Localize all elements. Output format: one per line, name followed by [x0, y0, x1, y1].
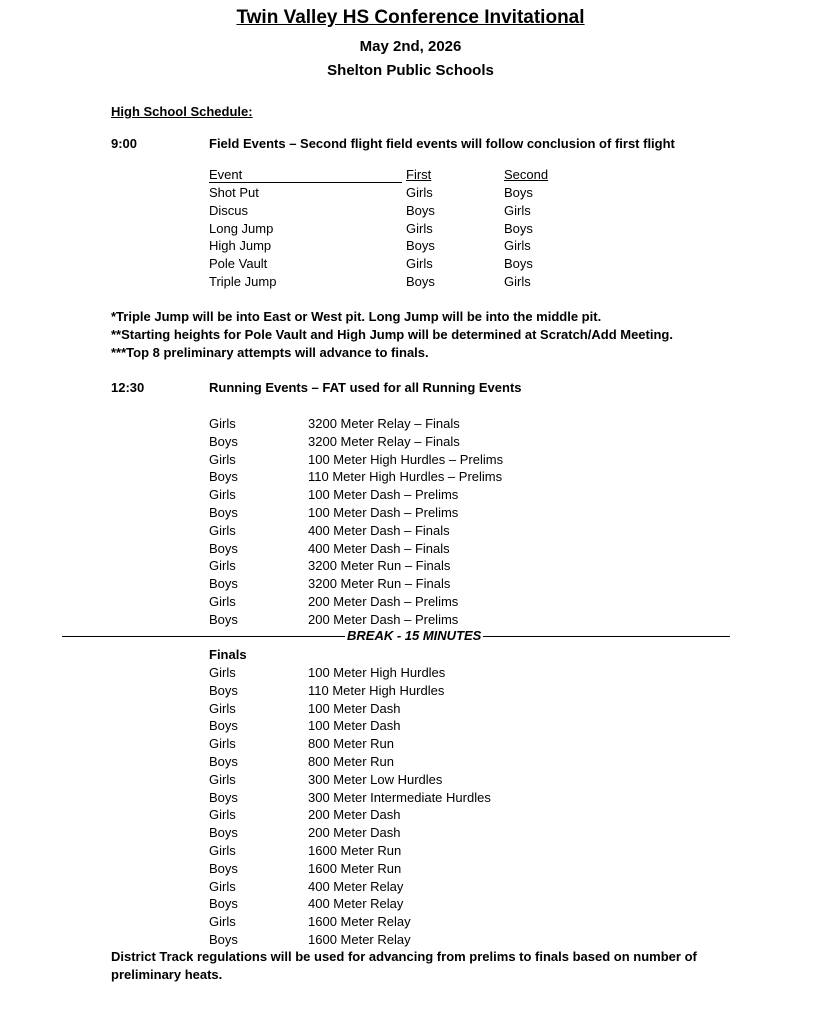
gender-label: Boys	[209, 896, 238, 912]
note-top-8: ***Top 8 preliminary attempts will advance to finals.	[111, 345, 429, 360]
table-row	[0, 220, 821, 238]
list-item	[0, 664, 821, 682]
race-name: 3200 Meter Relay – Finals	[308, 433, 460, 449]
gender-label: Boys	[209, 469, 238, 485]
list-item	[0, 860, 821, 878]
race-name: 100 Meter Dash – Prelims	[308, 487, 459, 503]
footer-note-line-1: District Track regulations will be used for advancing from prelims to finals based on number of	[111, 949, 697, 964]
list-item	[0, 468, 821, 486]
gender-label: Girls	[209, 451, 236, 467]
list-item	[0, 486, 821, 504]
header-underline	[209, 182, 402, 183]
footer-note-line-2: preliminary heats.	[111, 967, 223, 982]
gender-label: Girls	[209, 416, 236, 431]
first-flight: Girls	[406, 185, 433, 200]
table-row	[0, 202, 821, 220]
race-name: 800 Meter Run	[308, 754, 394, 769]
list-item	[0, 717, 821, 735]
gender-label: Boys	[209, 825, 238, 841]
gender-label: Girls	[209, 878, 236, 894]
race-name: 100 Meter High Hurdles	[308, 665, 446, 680]
list-item	[0, 878, 821, 896]
column-header-second: Second	[504, 167, 549, 182]
divider-line-left	[62, 636, 345, 637]
first-flight: Girls	[406, 220, 433, 236]
race-name: 300 Meter Low Hurdles	[308, 771, 443, 787]
list-item	[0, 433, 821, 451]
race-name: 400 Meter Dash – Finals	[308, 522, 450, 538]
first-flight: Girls	[406, 256, 433, 272]
list-item	[0, 842, 821, 860]
list-item	[0, 824, 821, 842]
first-flight: Boys	[406, 238, 435, 254]
gender-label: Boys	[209, 718, 238, 734]
break-divider	[62, 627, 730, 645]
list-item	[0, 806, 821, 824]
table-row	[0, 255, 821, 273]
divider-line-right	[478, 636, 730, 637]
gender-label: Boys	[209, 860, 238, 876]
list-item	[0, 789, 821, 807]
break-label: BREAK - 15 MINUTES	[347, 628, 482, 643]
note-triple-jump: *Triple Jump will be into East or West pit. Long Jump will be into the middle pit.	[111, 309, 602, 324]
race-name: 300 Meter Intermediate Hurdles	[308, 789, 491, 805]
gender-label: Girls	[209, 558, 236, 574]
list-item	[0, 451, 821, 469]
gender-label: Girls	[209, 700, 236, 716]
race-name: 1600 Meter Relay	[308, 932, 411, 947]
gender-label: Boys	[209, 540, 238, 556]
race-name: 800 Meter Run	[308, 736, 394, 752]
race-name: 200 Meter Dash	[308, 825, 401, 841]
race-name: 3200 Meter Run – Finals	[308, 558, 451, 574]
event-name: Pole Vault	[209, 256, 268, 272]
table-row	[0, 184, 821, 202]
race-name: 1600 Meter Relay	[308, 914, 411, 930]
gender-label: Girls	[209, 665, 236, 680]
list-item	[0, 593, 821, 611]
list-item	[0, 611, 821, 629]
gender-label: Girls	[209, 807, 236, 823]
running-time: 12:30	[111, 380, 145, 395]
event-name: Shot Put	[209, 185, 259, 200]
second-flight: Boys	[504, 185, 533, 200]
field-events-heading: Field Events – Second flight field events will follow conclusion of first flight	[209, 136, 675, 151]
host-school: Shelton Public Schools	[327, 62, 494, 79]
list-item	[0, 913, 821, 931]
list-item	[0, 682, 821, 700]
event-name: High Jump	[209, 238, 272, 254]
document-title: Twin Valley HS Conference Invitational	[236, 7, 585, 28]
race-name: 100 Meter High Hurdles – Prelims	[308, 451, 504, 467]
gender-label: Girls	[209, 487, 236, 503]
gender-label: Boys	[209, 682, 238, 698]
gender-label: Boys	[209, 611, 238, 627]
gender-label: Boys	[209, 433, 238, 449]
race-name: 200 Meter Dash – Prelims	[308, 594, 459, 609]
race-name: 400 Meter Relay	[308, 896, 404, 912]
list-item	[0, 540, 821, 558]
list-item	[0, 771, 821, 789]
second-flight: Boys	[504, 256, 533, 272]
gender-label: Girls	[209, 771, 236, 787]
table-row	[0, 237, 821, 255]
race-name: 200 Meter Dash	[308, 807, 401, 823]
race-name: 100 Meter Dash	[308, 700, 401, 716]
list-item	[0, 522, 821, 540]
finals-heading: Finals	[209, 647, 247, 662]
column-header-first: First	[406, 167, 432, 182]
race-name: 110 Meter High Hurdles – Prelims	[308, 469, 503, 485]
race-name: 400 Meter Relay	[308, 878, 404, 894]
gender-label: Girls	[209, 594, 236, 609]
second-flight: Girls	[504, 238, 531, 254]
schedule-heading: High School Schedule:	[111, 104, 253, 119]
note-starting-heights: **Starting heights for Pole Vault and High Jump will be determined at Scratch/Add Meeting.	[111, 327, 673, 342]
gender-label: Girls	[209, 843, 236, 858]
gender-label: Boys	[209, 576, 238, 592]
race-name: 100 Meter Dash – Prelims	[308, 505, 459, 520]
race-name: 200 Meter Dash – Prelims	[308, 611, 459, 627]
first-flight: Boys	[406, 202, 435, 218]
list-item	[0, 753, 821, 771]
list-item	[0, 700, 821, 718]
event-date: May 2nd, 2026	[359, 38, 462, 55]
event-name: Discus	[209, 202, 249, 218]
event-name: Triple Jump	[209, 274, 277, 289]
list-item	[0, 557, 821, 575]
gender-label: Girls	[209, 522, 236, 538]
list-item	[0, 735, 821, 753]
race-name: 1600 Meter Run	[308, 860, 402, 876]
list-item	[0, 931, 821, 949]
gender-label: Girls	[209, 736, 236, 752]
second-flight: Boys	[504, 220, 533, 236]
field-table-header	[0, 166, 821, 184]
race-name: 100 Meter Dash	[308, 718, 401, 734]
event-name: Long Jump	[209, 220, 274, 236]
table-row	[0, 273, 821, 291]
gender-label: Boys	[209, 505, 238, 520]
list-item	[0, 895, 821, 913]
running-events-heading: Running Events – FAT used for all Running Events	[209, 380, 522, 395]
column-header-event: Event	[209, 167, 243, 182]
gender-label: Boys	[209, 789, 238, 805]
race-name: 110 Meter High Hurdles	[308, 682, 445, 698]
gender-label: Boys	[209, 754, 238, 769]
gender-label: Boys	[209, 932, 238, 947]
race-name: 3200 Meter Relay – Finals	[308, 416, 460, 431]
list-item	[0, 575, 821, 593]
gender-label: Girls	[209, 914, 236, 930]
race-name: 3200 Meter Run – Finals	[308, 576, 451, 592]
list-item	[0, 415, 821, 433]
field-time: 9:00	[111, 136, 138, 151]
list-item	[0, 504, 821, 522]
race-name: 1600 Meter Run	[308, 843, 402, 858]
second-flight: Girls	[504, 274, 531, 289]
race-name: 400 Meter Dash – Finals	[308, 540, 450, 556]
second-flight: Girls	[504, 202, 531, 218]
first-flight: Boys	[406, 274, 435, 289]
